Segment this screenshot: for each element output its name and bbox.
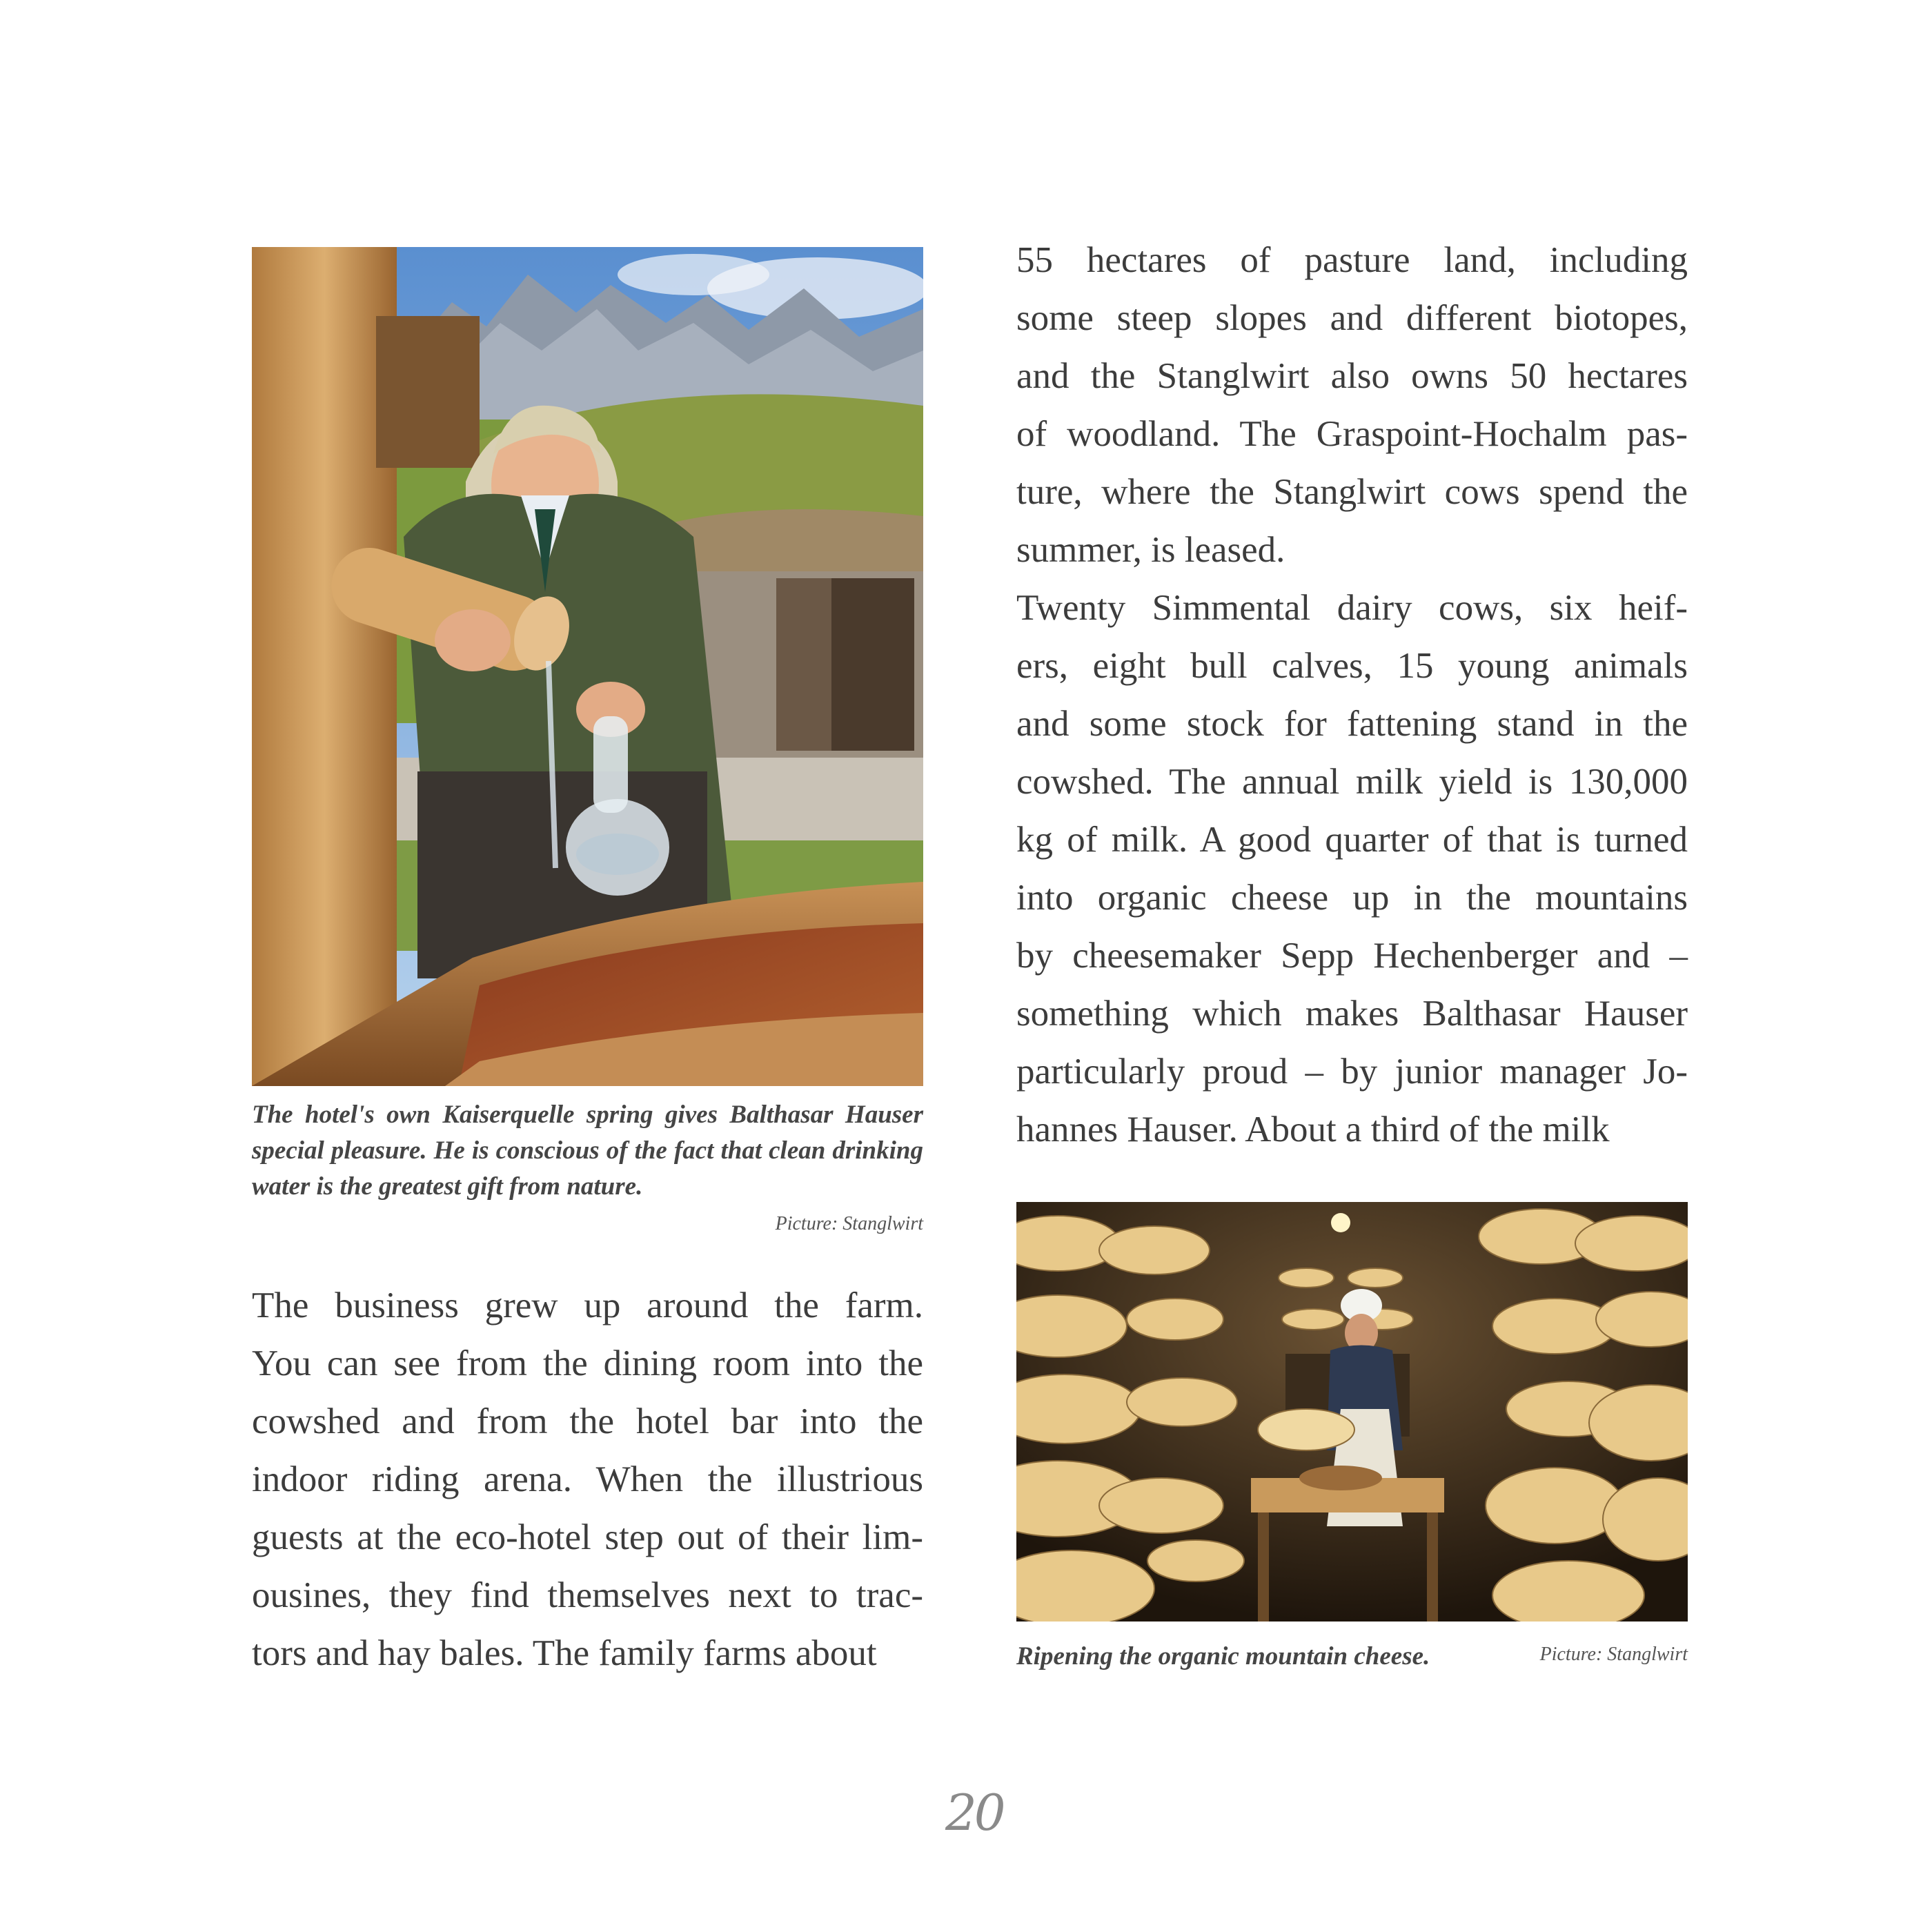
text-line: guests at the eco-hotel step out of their lim- [252, 1517, 923, 1557]
spring-photo-caption: The hotel's own Kaiserquelle spring gives Balthasar Hauser special pleasure. He is conscious of the fact that clean drinking water is the greatest gift from nature. [252, 1101, 923, 1201]
text-line: summer, is leased. [1016, 530, 1285, 570]
text-line: 55 hectares of pasture land, including [1016, 240, 1688, 280]
text-line: kg of milk. A good quarter of that is turned [1016, 820, 1688, 860]
text-line: particularly proud – by junior manager Jo- [1016, 1052, 1688, 1092]
text-line: cowshed. The annual milk yield is 130,000 [1016, 762, 1688, 802]
text-line: indoor riding arena. When the illustrious [252, 1459, 923, 1499]
text-line: by cheesemaker Sepp Hechenberger and – [1016, 936, 1688, 976]
cellar-photo-credit: Picture: Stanglwirt [1539, 1644, 1688, 1665]
text-line: some steep slopes and different biotopes, [1016, 298, 1688, 338]
text-line: ers, eight bull calves, 15 young animals [1016, 646, 1688, 686]
text-line: You can see from the dining room into the [252, 1343, 923, 1383]
text-line: ousines, they find themselves next to trac- [252, 1575, 923, 1615]
kaiserquelle-spring-photo [252, 247, 923, 1086]
right-column-text [1016, 231, 1688, 1159]
page-number: 20 [945, 1784, 1003, 1842]
text-line: of woodland. The Graspoint-Hochalm pas- [1016, 414, 1688, 454]
text-line: into organic cheese up in the mountains [1016, 878, 1688, 918]
cheese-cellar-illustration [1016, 1202, 1688, 1621]
text-line: and the Stanglwirt also owns 50 hectares [1016, 356, 1688, 396]
text-line: The business grew up around the farm. [252, 1285, 923, 1325]
left-column-text [252, 1276, 923, 1682]
spring-photo-credit: Picture: Stanglwirt [775, 1213, 923, 1234]
text-line: hannes Hauser. About a third of the milk [1016, 1110, 1610, 1150]
text-line: tors and hay bales. The family farms about [252, 1633, 877, 1673]
text-line: Twenty Simmental dairy cows, six heif- [1016, 588, 1688, 628]
text-line: cowshed and from the hotel bar into the [252, 1401, 923, 1441]
text-line: something which makes Balthasar Hauser [1016, 994, 1688, 1034]
text-line: and some stock for fattening stand in the [1016, 704, 1688, 744]
cellar-photo-caption: Ripening the organic mountain cheese. [1016, 1642, 1430, 1670]
text-line: ture, where the Stanglwirt cows spend the [1016, 472, 1688, 512]
cheese-cellar-photo [1016, 1202, 1688, 1621]
spring-photo-illustration [252, 247, 923, 1086]
